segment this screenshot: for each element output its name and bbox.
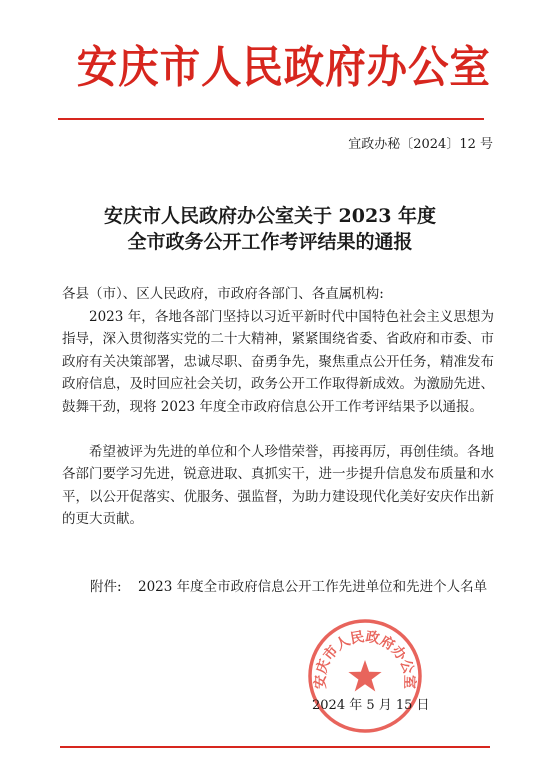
salutation: 各县（市）、区人民政府，市政府各部门、各直属机构: xyxy=(62,286,384,302)
attachment-text: 2023 年度全市政府信息公开工作先进单位和先进个人名单 xyxy=(138,579,488,595)
seal-text: 安庆市人民政府办公室 xyxy=(312,629,418,690)
document-title-line-1: 安庆市人民政府办公室关于 2023 年度 xyxy=(103,205,437,227)
document-title-line-2: 全市政务公开工作考评结果的通报 xyxy=(127,231,413,253)
footer-divider xyxy=(60,746,490,748)
official-seal-icon xyxy=(305,616,425,736)
masthead: 安庆市人民政府办公室 xyxy=(76,42,491,93)
document-number: 宜政办秘〔2024〕12 号 xyxy=(348,137,493,152)
issue-date: 2024 年 5 月 15 日 xyxy=(312,698,430,713)
body-paragraph-1: 2023 年，各地各部门坚持以习近平新时代中国特色社会主义思想为指导，深入贯彻落实党的二十大精神，紧紧围绕省委、省政府和市委、市政府有关决策部署，忠诚尽职、奋勇争先，聚焦重点公开任务，精准发布政府信息，及时回应社会关切，政务公开工作取得新成效。为激励先进、鼓舞干劲，现将 2023 年度全市政府信息公开工作考评结果予以通报。 xyxy=(62,309,494,415)
masthead-divider xyxy=(58,118,484,120)
attachment-label: 附件: xyxy=(90,579,122,595)
body-paragraph-2: 希望被评为先进的单位和个人珍惜荣誉，再接再厉，再创佳绩。各地各部门要学习先进，锐意进取、真抓实干，进一步提升信息发布质量和水平，以公开促落实、优服务、强监督，为助力建设现代化美好安庆作出新的更大贡献。 xyxy=(62,444,494,528)
